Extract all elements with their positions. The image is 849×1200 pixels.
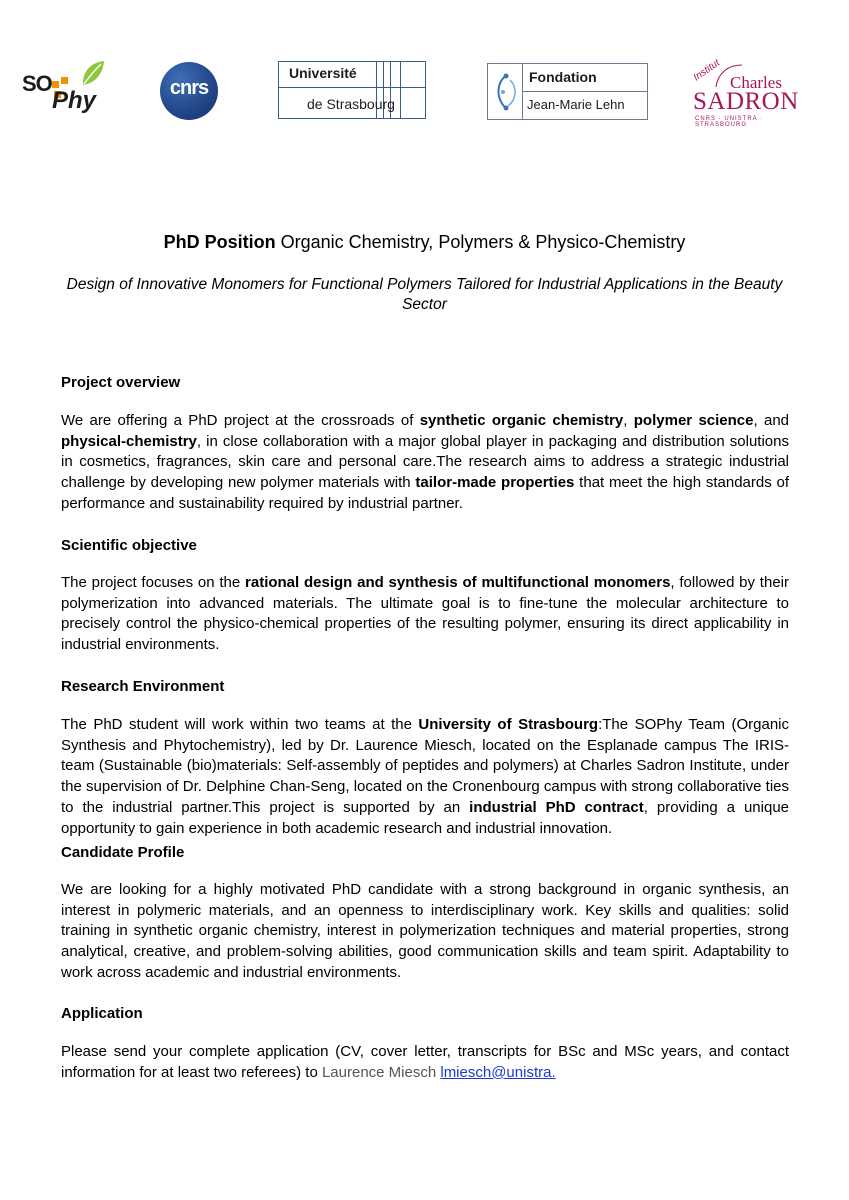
email-link[interactable]: lmiesch@unistra.	[440, 1063, 556, 1081]
overview-paragraph: We are offering a PhD project at the crossroads of synthetic organic chemistry, polymer science, and physical-chemistry, in close collaboration with a major global player in packaging and distribution solutions in cosmetics, fragrances, skin care and personal care.The research aims to address a strategic industrial challenge by developing new polymer materials with tailor-made properties that meet the high standards of performance and sustainability required by industrial partner.	[61, 412, 790, 512]
page-title-rest: Organic Chemistry, Polymers & Physico-Chemistry	[275, 232, 686, 252]
section-heading-environment: Research Environment	[61, 678, 225, 695]
orange-square-icon	[61, 77, 68, 84]
cnrs-logo-text: cnrs	[169, 77, 209, 99]
page-subtitle: Design of Innovative Monomers for Functional Polymers Tailored for Industrial Applications in the Beauty Sector	[66, 276, 783, 313]
sadron-logo-institut: Institut	[691, 57, 722, 84]
objective-paragraph: The project focuses on the rational design and synthesis of multifunctional monomers, followed by their polymerization into advanced materials. The ultimate goal is to fine-tune the molecular architecture to precisely control the physico-chemical properties of the resulting polymer, ensuring its direct applicability in industrial environments.	[61, 574, 789, 654]
fondation-lehn-line2: Jean-Marie Lehn	[527, 97, 625, 112]
sophy-logo-so: SO	[22, 71, 52, 96]
application-paragraph: Please send your complete application (CV, cover letter, transcripts for BSc and MSc years, and contact information for at least two referees) to Laurence Miesch lmiesch@unistra.	[61, 1043, 789, 1081]
section-heading-objective: Scientific objective	[61, 537, 197, 554]
leaf-icon	[80, 59, 106, 89]
sadron-logo-name: SADRON	[693, 88, 799, 115]
page-title-bold: PhD Position	[163, 232, 276, 252]
cnrs-logo	[160, 62, 218, 120]
section-heading-profile: Candidate Profile	[61, 844, 185, 861]
logo-row	[0, 55, 849, 128]
section-heading-application: Application	[61, 1005, 143, 1022]
sadron-logo-sub: CNRS · UNISTRA · STRASBOURG	[695, 116, 764, 128]
sadron-logo-charles: Charles	[730, 73, 782, 92]
molecule-icon	[492, 72, 520, 112]
fondation-lehn-logo	[487, 63, 648, 120]
page-title	[0, 232, 849, 253]
contact-name: Laurence Miesch	[321, 1063, 437, 1081]
unistra-logo	[278, 61, 426, 119]
section-heading-overview: Project overview	[61, 374, 181, 391]
sophy-logo	[22, 65, 112, 120]
charles-sadron-logo	[690, 57, 808, 129]
environment-paragraph: The PhD student will work within two teams at the University of Strasbourg:The SOPhy Team (Organic Synthesis and Phytochemistry), led by Dr. Laurence Miesch, located on the Esplanade campus The IRIS-team (Sustainable (bio)materials: Self-assembly of peptides and polymers) at Charles Sadron Institute, under the supervision of Dr. Delphine Chan-Seng, located on the Cronenbourg campus with strong collaborative ties to the industrial partner.This project is supported by an industrial PhD contract, providing a unique opportunity to gain experience in both academic research and industrial innovation.	[61, 716, 789, 837]
profile-paragraph: We are looking for a highly motivated PhD candidate with a strong background in organic synthesis, an interest in polymeric materials, and an openness to interdisciplinary work. Key skills and qualities: solid training in synthetic organic chemistry, interest in polymerization techniques and material properties, strong analytical, creative, and problem-solving abilities, good communication skills and team spirit. Adaptability to work across academic and industrial environments.	[61, 881, 789, 981]
unistra-logo-line1: Université	[289, 65, 357, 81]
fondation-lehn-line1: Fondation	[529, 69, 597, 85]
sophy-logo-phy: Phy	[52, 87, 97, 114]
unistra-logo-line2: de Strasbourg	[307, 96, 395, 112]
